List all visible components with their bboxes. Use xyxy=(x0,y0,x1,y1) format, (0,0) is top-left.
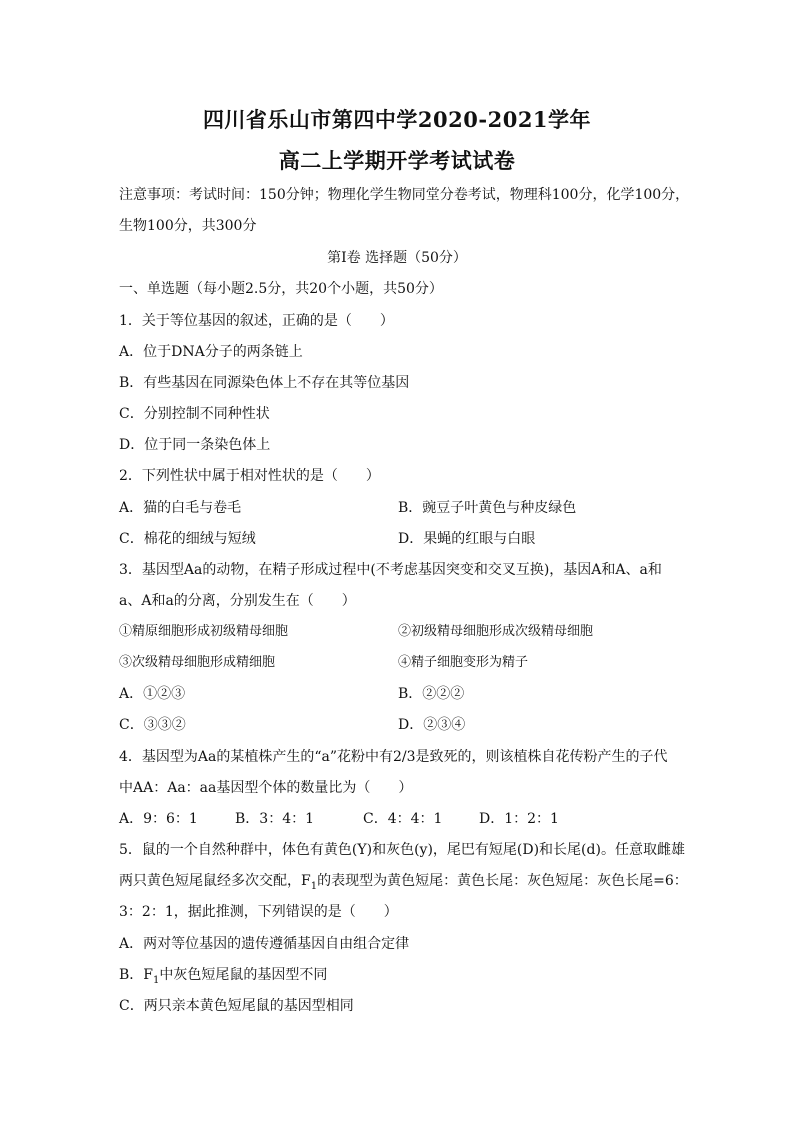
q3-statement-4: ④精子细胞变形为精子 xyxy=(398,655,529,670)
q2-stem: 2．下列性状中属于相对性状的是（ ） xyxy=(119,468,380,484)
q3-option-b: B．②②② xyxy=(398,686,465,702)
q5-stem-line2 xyxy=(119,871,688,891)
q3-stem-line2: a、A和a的分离，分别发生在（ ） xyxy=(119,593,356,609)
q4-stem-line2: 中AA：Aa：aa基因型个体的数量比为（ ） xyxy=(119,780,413,796)
q1-stem: 1．关于等位基因的叙述，正确的是（ ） xyxy=(119,313,394,329)
q4-option-b: B．3：4：1 xyxy=(235,811,315,827)
q1-option-a: A．位于DNA分子的两条链上 xyxy=(119,344,303,360)
q3-option-d: D．②③④ xyxy=(398,717,466,733)
q5-option-b-pre: B．F xyxy=(119,967,154,983)
q2-option-d: D．果蝇的红眼与白眼 xyxy=(398,531,536,547)
volume-title: 第Ⅰ卷 选择题（50分） xyxy=(327,250,467,266)
q5-option-a: A．两对等位基因的遗传遵循基因自由组合定律 xyxy=(119,936,410,952)
q3-statement-3: ③次级精母细胞形成精细胞 xyxy=(119,655,276,670)
q3-statement-1: ①精原细胞形成初级精母细胞 xyxy=(119,624,289,639)
q4-options-row xyxy=(119,809,679,829)
q5-option-b-post: 中灰色短尾鼠的基因型不同 xyxy=(159,967,328,983)
q4-stem-line1: 4．基因型为Aa的某植株产生的“a”花粉中有2/3是致死的，则该植株自花传粉产生的子代 xyxy=(119,749,668,765)
q2-option-c: C．棉花的细绒与短绒 xyxy=(119,531,256,547)
q4-option-a: A．9：6：1 xyxy=(119,811,198,827)
q3-statement-2: ②初级精母细胞形成次级精母细胞 xyxy=(398,624,594,639)
exam-title-line2: 高二上学期开学考试试卷 xyxy=(278,148,516,173)
q1-option-c: C．分别控制不同种性状 xyxy=(119,406,270,422)
q5-stem-line1: 5．鼠的一个自然种群中，体色有黄色(Y)和灰色(y)，尾巴有短尾(D)和长尾(d)。任意取雌雄 xyxy=(119,842,685,858)
q5-stem-line2-post: 的表现型为黄色短尾：黄色长尾：灰色短尾：灰色长尾=6： xyxy=(317,873,688,889)
notice-line1: 注意事项：考试时间：150分钟；物理化学生物同堂分卷考试，物理科100分，化学100分， xyxy=(119,187,690,203)
q4-option-c: C．4：4：1 xyxy=(363,811,443,827)
q1-option-d: D．位于同一条染色体上 xyxy=(119,437,271,453)
q5-option-b xyxy=(119,965,327,985)
part-title: 一、单选题（每小题2.5分，共20个小题，共50分） xyxy=(119,281,443,297)
exam-title-line1: 四川省乐山市第四中学2020-2021学年 xyxy=(202,107,592,132)
q5-stem-line3: 3：2：1，据此推测，下列错误的是（ ） xyxy=(119,904,398,920)
q4-option-d: D．1：2：1 xyxy=(479,811,559,827)
q2-option-a: A．猫的白毛与卷毛 xyxy=(119,500,242,516)
q3-stem-line1: 3．基因型Aa的动物，在精子形成过程中(不考虑基因突变和交叉互换)，基因A和A、a和 xyxy=(119,562,662,578)
q5-stem-line2-sub: 1 xyxy=(310,880,318,892)
q1-option-b: B．有些基因在同源染色体上不存在其等位基因 xyxy=(119,375,410,391)
q3-option-c: C．③③② xyxy=(119,717,186,733)
q5-option-c: C．两只亲本黄色短尾鼠的基因型相同 xyxy=(119,998,354,1014)
q5-stem-line2-pre: 两只黄色短尾鼠经多次交配，F xyxy=(119,873,311,889)
q3-option-a: A．①②③ xyxy=(119,686,186,702)
q5-option-b-sub: 1 xyxy=(153,974,160,986)
q2-option-b: B．豌豆子叶黄色与种皮绿色 xyxy=(398,500,577,516)
notice-line2: 生物100分，共300分 xyxy=(119,218,257,234)
